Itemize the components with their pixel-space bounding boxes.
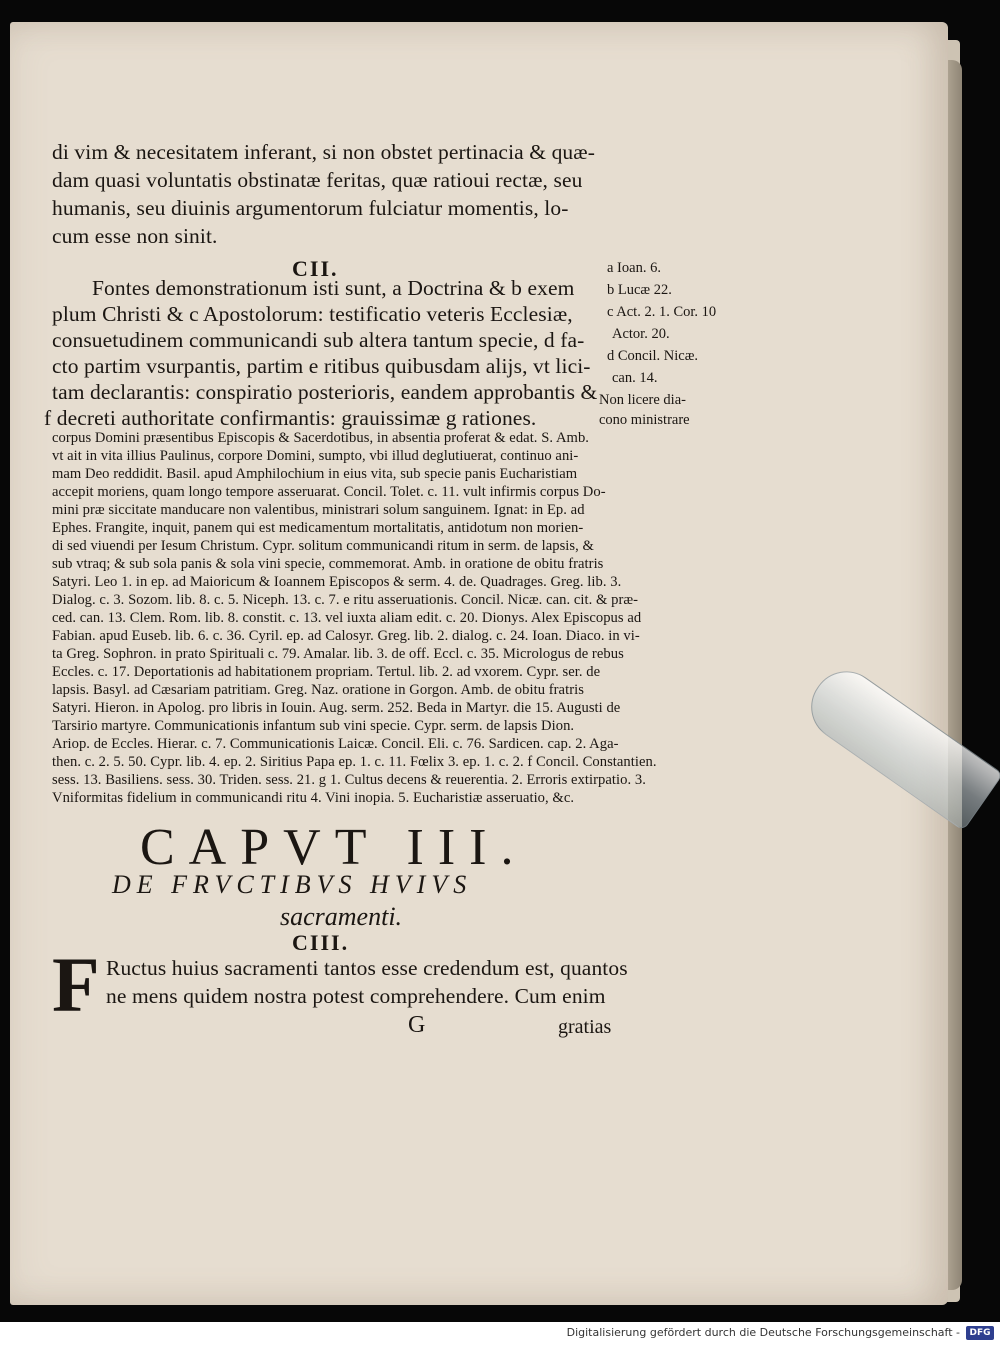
drop-initial: F: [52, 941, 100, 1028]
note-line-13: ta Greg. Sophron. in prato Spirituali c. 79. Amalar. lib. 3. de off. Eccl. c. 35. Micrologus de rebus: [52, 646, 624, 662]
main-line-4: cum esse non sinit.: [52, 224, 218, 248]
main-line-2: dam quasi voluntatis obstinatæ feritas, quæ ratioui rectæ, seu: [52, 168, 583, 192]
signature-mark: G: [408, 1012, 426, 1038]
margin-note-7: Non licere dia-: [599, 392, 686, 408]
ciii-line-1: Ructus huius sacramenti tantos esse credendum est, quantos: [106, 956, 628, 980]
margin-note-4: Actor. 20.: [612, 326, 670, 342]
note-line-10: Dialog. c. 3. Sozom. lib. 8. c. 5. Niceph. 13. c. 7. e ritu asseruationis. Concil. Nicæ. can. cit. & præ-: [52, 592, 639, 608]
note-line-9: Satyri. Leo 1. in ep. ad Maioricum & Ioannem Episcopos & serm. 4. de. Quadrages. Greg. lib. 3.: [52, 574, 622, 590]
note-line-2: vt ait in vita illius Paulinus, corpore Domini, sumpto, vbi illud deglutiuerat, continuo ani-: [52, 448, 579, 464]
note-line-4: accepit moriens, quam longo tempore asseruarat. Concil. Tolet. c. 11. vult infirmis corpus Do-: [52, 484, 606, 500]
note-line-21: Vniformitas fidelium in communicandi ritu 4. Vini inopia. 5. Eucharistiæ asseruatio, &c.: [52, 790, 575, 806]
cii-line-1: Fontes demonstrationum isti sunt, a Doctrina & b exem: [92, 276, 575, 300]
margin-note-5: d Concil. Nicæ.: [607, 348, 699, 364]
ciii-line-2: ne mens quidem nostra potest comprehendere. Cum enim: [106, 984, 606, 1008]
footer-bar: [0, 1322, 1000, 1345]
margin-note-6: can. 14.: [612, 370, 658, 386]
note-line-5: mini præ siccitate manducare non valentibus, ministrari solum sanguinem. Ignat: in Ep. ad: [52, 502, 585, 518]
note-line-11: ced. can. 13. Clem. Rom. lib. 8. constit. c. 13. vel iuxta aliam edit. c. 20. Dionys. Alex Episcopus ad: [52, 610, 642, 626]
chapter-title: CAPVT III.: [140, 819, 528, 876]
book-page: [10, 22, 948, 1305]
section-number-cii: CII.: [292, 256, 339, 281]
cii-line-6: f decreti authoritate confirmantis: grauissimæ g rationes.: [44, 406, 537, 430]
margin-note-1: a Ioan. 6.: [607, 260, 661, 276]
cii-line-3: consuetudinem communicandi sub altera tantum specie, d fa-: [52, 328, 585, 352]
note-line-18: Ariop. de Eccles. Hierar. c. 7. Communicationis Laicæ. Concil. Eli. c. 76. Sardicen. cap. 2. Aga-: [52, 736, 619, 752]
note-line-14: Eccles. c. 17. Deportationis ad habitationem propriam. Tertul. lib. 2. ad vxorem. Cypr. ser. de: [52, 664, 601, 680]
margin-note-8: cono ministrare: [599, 412, 690, 428]
note-line-6: Ephes. Frangite, inquit, panem qui est medicamentum mortalitatis, antidotum non morien-: [52, 520, 584, 536]
margin-note-3: c Act. 2. 1. Cor. 10: [607, 304, 717, 320]
note-line-12: Fabian. apud Euseb. lib. 6. c. 36. Cyril. ep. ad Calosyr. Greg. lib. 2. dialog. c. 24. Ioan. Diaco. in vi-: [52, 628, 640, 644]
note-line-1: corpus Domini præsentibus Episcopis & Sacerdotibus, in absentia proferat & edat. S. Amb.: [52, 430, 589, 446]
cii-line-4: cto partim vsurpantis, partim e ritibus quibusdam alijs, vt lici-: [52, 354, 591, 378]
cii-line-2: plum Christi & c Apostolorum: testificatio veteris Ecclesiæ,: [52, 302, 573, 326]
note-line-3: mam Deo reddidit. Basil. apud Amphilochium in eius vita, sub specie panis Eucharistiam: [52, 466, 578, 482]
main-line-1: di vim & necesitatem inferant, si non obstet pertinacia & quæ-: [52, 140, 595, 164]
note-line-8: sub vtraq; & sub sola panis & sola vini specie, commemorat. Amb. in oratione de obitu fratris: [52, 556, 604, 572]
catchword: gratias: [558, 1016, 612, 1038]
cii-line-5: tam declarantis: conspiratio posterioris, eandem approbantis &: [52, 380, 598, 404]
dfg-logo: DFG: [966, 1326, 994, 1340]
note-line-15: lapsis. Basyl. ad Cæsariam patritiam. Greg. Naz. oratione in Gorgon. Amb. de obitu fratris: [52, 682, 584, 698]
note-line-17: Tarsirio martyre. Communicationis infantum sub vini specie. Cypr. serm. de lapsis Dion.: [52, 718, 575, 734]
note-line-7: di sed viuendi per Iesum Christum. Cypr. solitum communicandi ritum in serm. de lapsis, &: [52, 538, 594, 554]
margin-note-2: b Lucæ 22.: [607, 282, 672, 298]
note-line-19: then. c. 2. 5. 50. Cypr. lib. 4. ep. 2. Siritius Papa ep. 1. c. 11. Fœlix 3. ep. 1. c. 2. f Concil. Constantien.: [52, 754, 657, 770]
main-line-3: humanis, seu diuinis argumentorum fulciatur momentis, lo-: [52, 196, 569, 220]
chapter-subtitle-line-2: sacramenti.: [280, 902, 403, 931]
chapter-subtitle-line-1: DE FRVCTIBVS HVIVS: [112, 870, 473, 899]
note-line-16: Satyri. Hieron. in Apolog. pro libris in Iouin. Aug. serm. 252. Beda in Martyr. die 15. Augusti de: [52, 700, 621, 716]
section-number-ciii: CIII.: [292, 930, 350, 955]
footer-credit: Digitalisierung gefördert durch die Deutsche Forschungsgemeinschaft -: [566, 1326, 960, 1339]
note-line-20: sess. 13. Basiliens. sess. 30. Triden. sess. 21. g 1. Cultus decens & reuerentia. 2. Erroris extirpatio. 3.: [52, 772, 646, 788]
